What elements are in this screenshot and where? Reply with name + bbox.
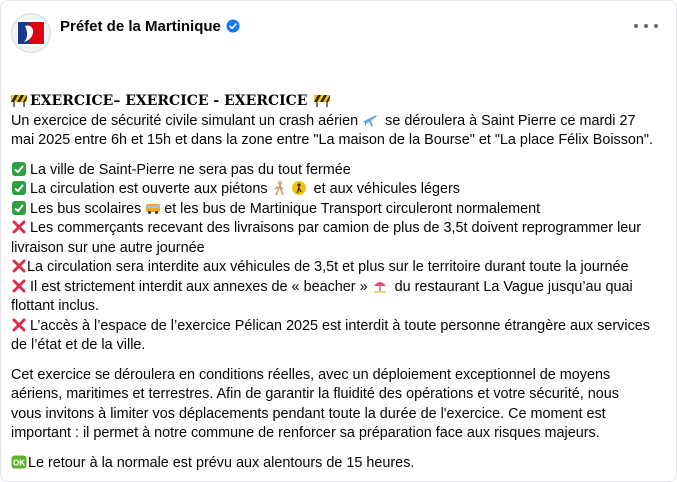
dot-icon — [634, 24, 638, 28]
more-options-button[interactable] — [634, 19, 658, 33]
marianne-logo-icon — [14, 16, 48, 50]
body-paragraph-line: Cet exercice se déroulera en conditions réelles, avec un déploiement exceptionnel de moyens — [11, 366, 611, 383]
list-item-text: et aux véhicules légers — [309, 181, 460, 197]
cross-mark-icon — [11, 278, 27, 294]
check-mark-icon — [11, 200, 27, 216]
page-name[interactable]: Préfet de la Martinique — [60, 17, 221, 35]
list-item — [11, 258, 671, 278]
construction-barrier-icon — [314, 92, 330, 108]
list-item — [11, 219, 671, 239]
list-item-text: du restaurant La Vague jusqu’au quai — [390, 278, 633, 295]
list-item — [11, 317, 671, 337]
post-title-line — [11, 92, 671, 112]
cross-mark-icon — [11, 258, 27, 274]
dot-icon — [654, 24, 658, 28]
body-paragraph-line: important : il permet à notre commune de renforcer sa préparation face aux risques majeurs. — [11, 425, 600, 441]
list-item-text: La circulation sera interdite aux véhicules de 3,5t et plus sur le territoire durant toute la journée — [27, 259, 629, 275]
list-item-text: La circulation est ouverte aux piétons — [30, 181, 272, 197]
list-item — [11, 180, 671, 200]
list-item-text: Les bus scolaires — [30, 200, 146, 217]
check-mark-icon — [11, 161, 27, 177]
post-text — [11, 92, 671, 473]
list-item — [11, 278, 671, 298]
cross-mark-icon — [11, 219, 27, 235]
list-item-text: et les bus de Martinique Transport circuleront normalement — [164, 200, 541, 217]
check-mark-icon — [11, 180, 27, 196]
ok-button-icon — [11, 454, 27, 470]
intro-text: Un exercice de sécurité civile simulant un crash aérien — [11, 112, 363, 129]
post-header — [11, 11, 240, 55]
avatar[interactable] — [11, 13, 51, 53]
closing-line — [11, 454, 671, 474]
list-item-text: La ville de Saint-Pierre ne sera pas du tout fermée — [30, 161, 351, 178]
list-item-text: Les commerçants recevant des livraisons par camion de plus de 3,5t doivent reprogrammer leur — [30, 220, 642, 236]
intro-line-2: mai 2025 entre 6h et 15h et dans la zone entre "La maison de la Bourse" et "La place Félix Boisson". — [11, 132, 654, 148]
pedestrian-icon — [272, 180, 288, 196]
beach-umbrella-icon — [372, 278, 388, 294]
cross-mark-icon — [11, 317, 27, 333]
construction-barrier-icon — [11, 92, 27, 108]
ok-label: OK — [13, 458, 25, 467]
dot-icon — [644, 24, 648, 28]
list-item-text: livraison sur une autre journée — [11, 239, 205, 256]
person-with-cane-icon — [291, 180, 307, 196]
verified-badge-icon — [226, 19, 240, 33]
intro-text: se déroulera à Saint Pierre ce mardi 27 — [381, 112, 636, 129]
list-item-text: L’accès à l’espace de l’exercice Pélican 2025 est interdit à toute personne étrangère aux services — [30, 317, 650, 334]
intro-line-1 — [11, 112, 671, 132]
list-item-text: de l’état et de la ville. — [11, 337, 146, 353]
list-item-text: flottant inclus. — [11, 298, 99, 314]
body-paragraph-line: aériens, maritimes et terrestres. Afin de garantir la fluidité des opérations et votre sécurité, nous — [11, 386, 619, 402]
school-bus-icon — [145, 200, 161, 216]
list-item — [11, 161, 671, 181]
closing-text: Le retour à la normale est prévu aux alentours de 15 heures. — [28, 454, 415, 471]
list-item — [11, 200, 671, 220]
list-item-text: Il est strictement interdit aux annexes de « beacher » — [30, 278, 372, 295]
body-paragraph-line: vous invitons à limiter vos déplacements pendant toute la durée de l'exercice. Ce moment est — [11, 405, 606, 422]
post-title: EXERCICE– EXERCICE - EXERCICE — [30, 93, 308, 109]
airplane-icon — [362, 112, 378, 128]
